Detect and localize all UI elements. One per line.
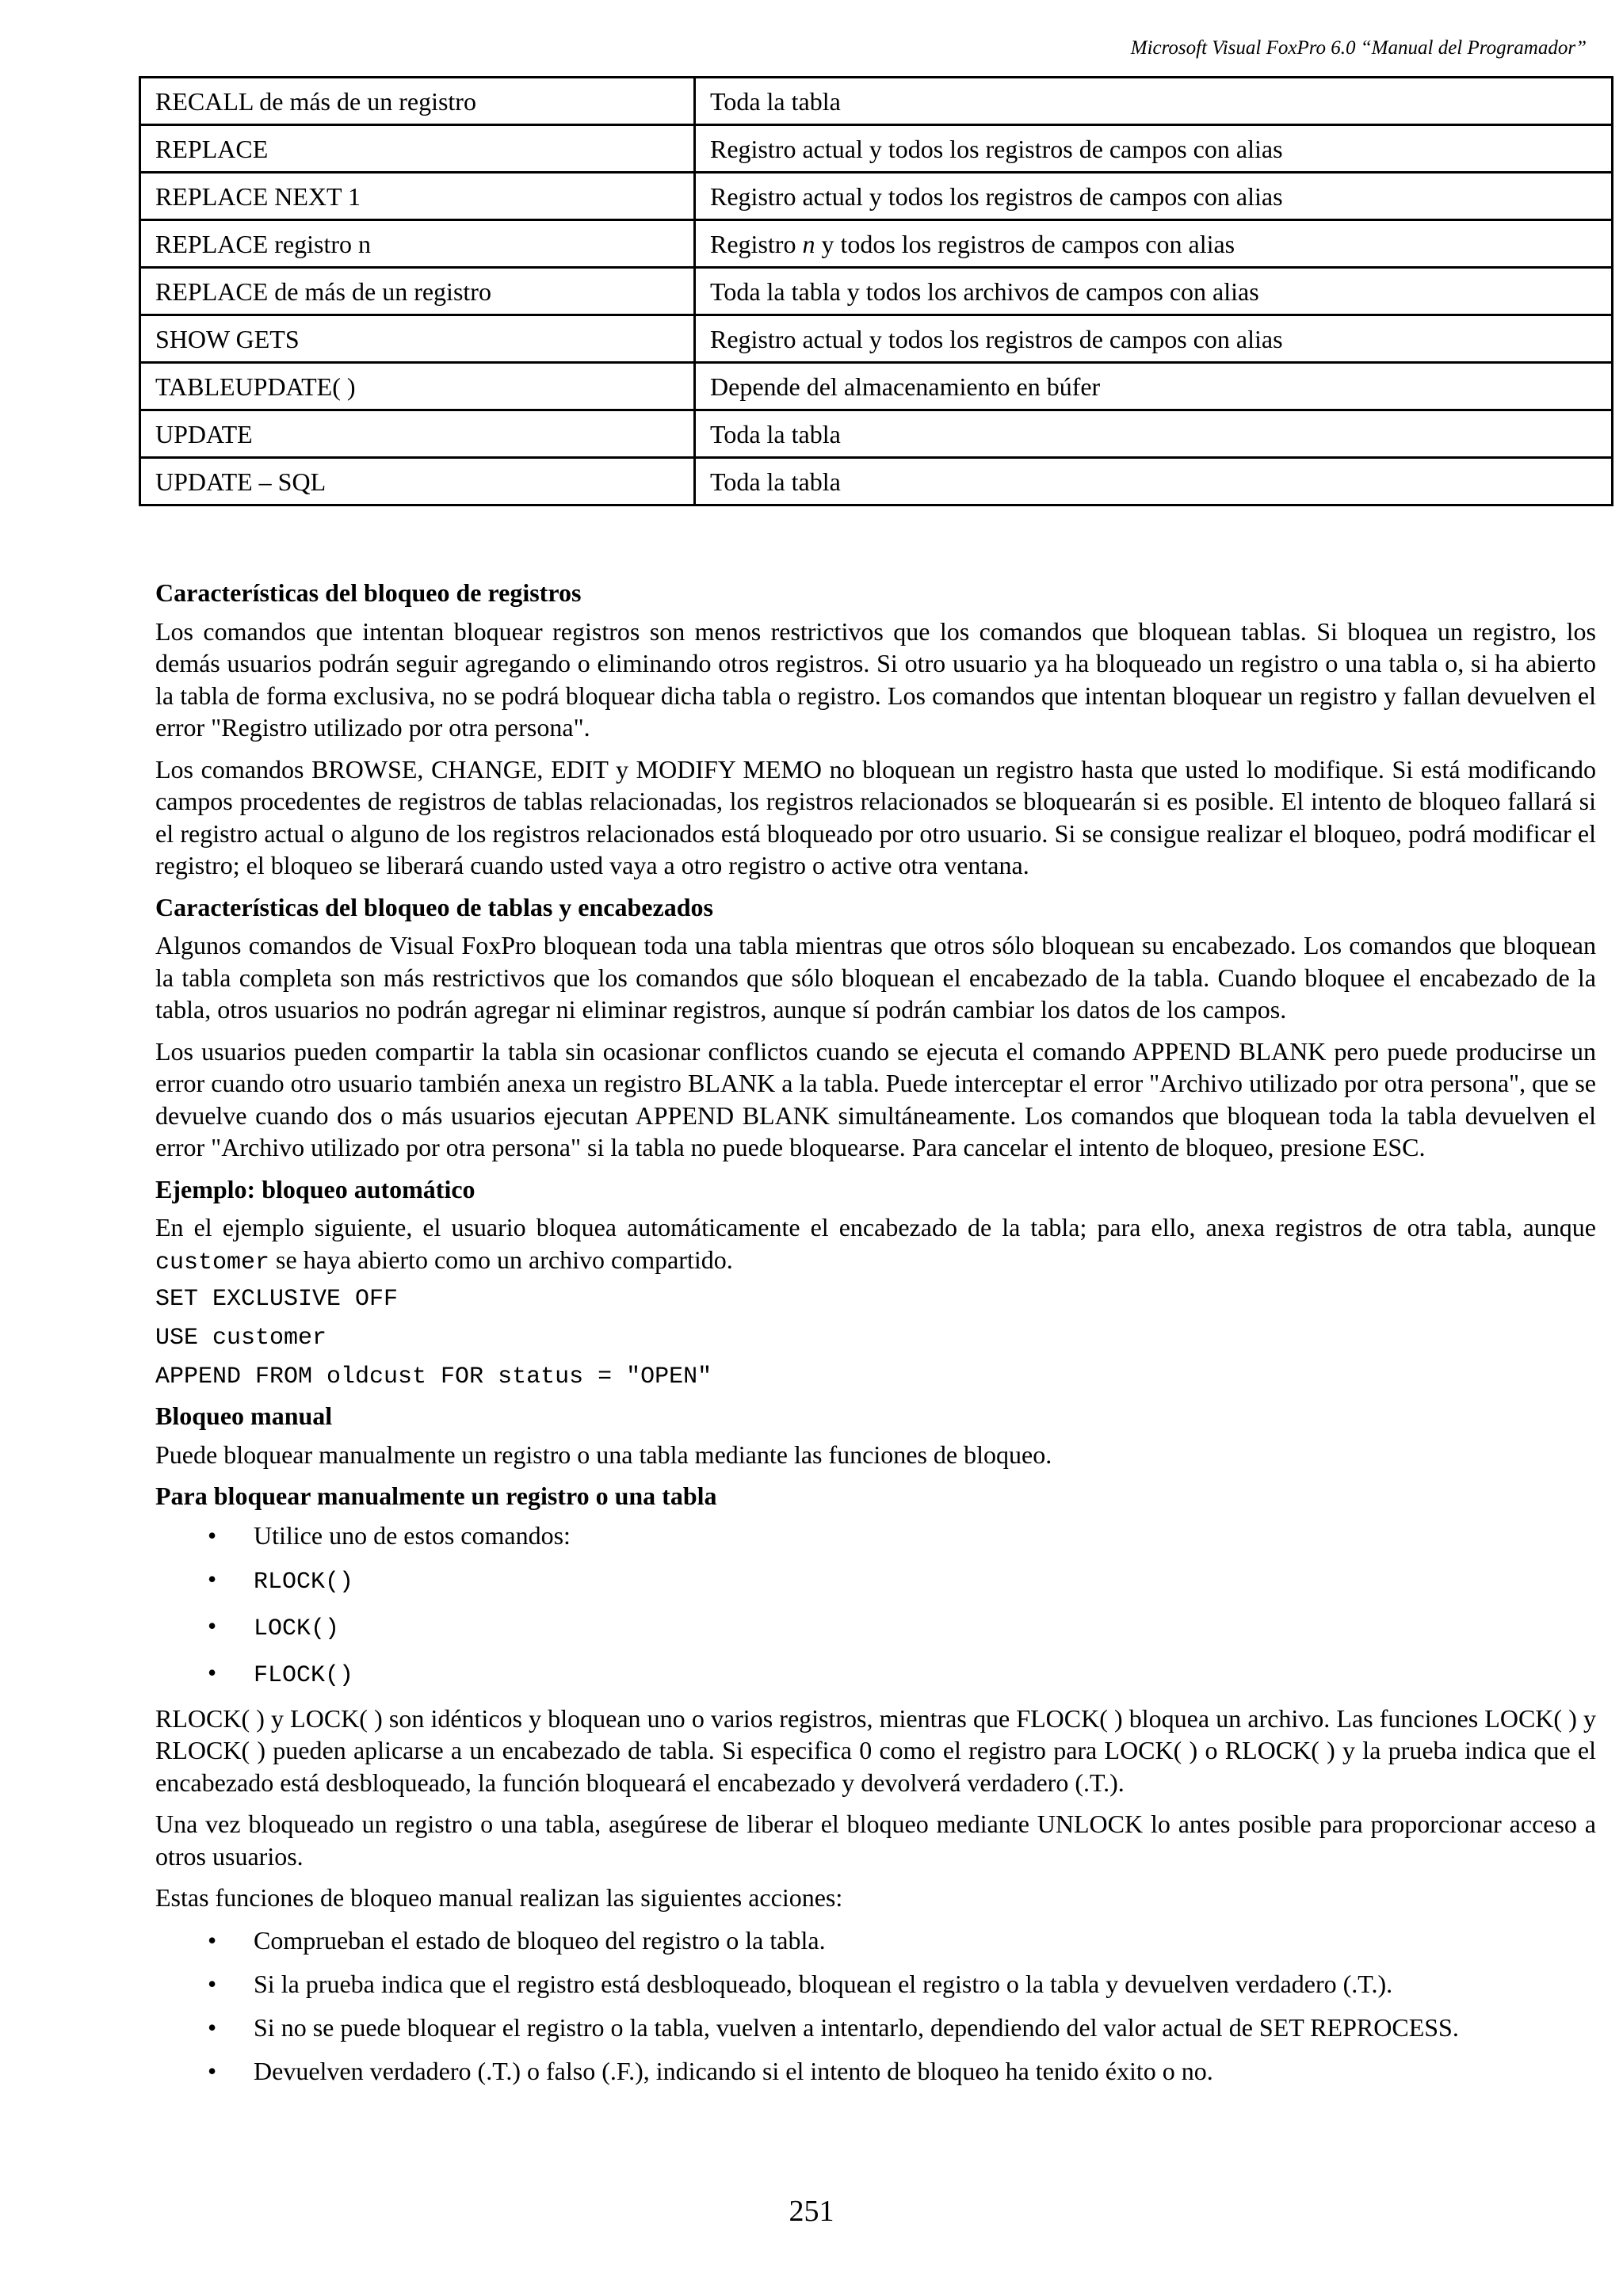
bullet-icon: • xyxy=(208,1969,217,1998)
table-row xyxy=(140,410,1613,458)
function-name: FLOCK() xyxy=(254,1661,354,1689)
list-item xyxy=(155,1967,1596,2000)
command-cell: UPDATE – SQL xyxy=(140,458,695,505)
list-item-text: Si la prueba indica que el registro está desbloqueado, bloquean el registro o la tabla y devuelven verdadero (.T.). xyxy=(254,1969,1393,1998)
table-row xyxy=(140,268,1613,315)
scope-italic-n: n xyxy=(802,229,815,258)
scope-cell: Toda la tabla y todos los archivos de campos con alias xyxy=(695,268,1613,315)
lock-functions-list xyxy=(155,1519,1596,1692)
bullet-icon: • xyxy=(208,2012,217,2042)
page-number: 251 xyxy=(789,2195,834,2228)
list-item-text: Comprueban el estado de bloqueo del registro o la tabla. xyxy=(254,1925,826,1955)
text-run: En el ejemplo siguiente, el usuario bloquea automáticamente el encabezado de la tabla; para ello, anexa registros de otra tabla, aunque xyxy=(155,1213,1596,1241)
running-header: Microsoft Visual FoxPro 6.0 “Manual del Programador” xyxy=(1130,37,1587,59)
scope-cell xyxy=(695,220,1613,268)
table-row xyxy=(140,173,1613,220)
paragraph: RLOCK( ) y LOCK( ) son idénticos y bloquean uno o varios registros, mientras que FLOCK( ) bloquea un archivo. Las funciones LOCK( ) y RLOCK( ) pueden aplicarse a un encabezado de tabla. Si especifica 0 como el registro para LOCK( ) o RLOCK( ) y la prueba indica que el encabezado está desbloqueado, la función bloqueará el encabezado y devolverá verdadero (.T.). xyxy=(155,1703,1596,1797)
heading-record-locking: Características del bloqueo de registros xyxy=(155,578,582,607)
code-block xyxy=(155,1280,1596,1397)
bullet-icon: • xyxy=(208,1925,217,1955)
scope-text: Registro xyxy=(710,229,803,258)
paragraph: Estas funciones de bloqueo manual realizan las siguientes acciones: xyxy=(155,1883,843,1912)
code-line: APPEND FROM oldcust FOR status = "OPEN" xyxy=(155,1363,712,1390)
scope-cell: Toda la tabla xyxy=(695,458,1613,505)
command-cell: REPLACE registro n xyxy=(140,220,695,268)
table-row xyxy=(140,363,1613,410)
paragraph: Los usuarios pueden compartir la tabla sin ocasionar conflictos cuando se ejecuta el comando APPEND BLANK pero puede producirse un error cuando otro usuario también anexa un registro BLANK a la tabla. Puede interceptar el error "Archivo utilizado por otra persona", que se devuelve cuando dos o más usuarios ejecutan APPEND BLANK simultáneamente. Los comandos que bloquean toda la tabla devuelven el error "Archivo utilizado por otra persona" si la tabla no puede bloquearse. Para cancelar el intento de bloqueo, presione ESC. xyxy=(155,1036,1596,1161)
actions-list xyxy=(155,1924,1596,2088)
scope-text: y todos los registros de campos con alias xyxy=(815,229,1235,258)
text-run: se haya abierto como un archivo compartido. xyxy=(269,1245,733,1274)
paragraph: Los comandos que intentan bloquear registros son menos restrictivos que los comandos que bloquean tablas. Si bloquea un registro, los demás usuarios podrán seguir agregando o eliminando otros registros. Si otro usuario ya ha bloqueado un registro o una tabla o, si ha abierto la tabla de forma exclusiva, no se podrá bloquear dicha tabla o registro. Los comandos que intentan bloquear un registro y fallan devuelven el error "Registro utilizado por otra persona". xyxy=(155,616,1596,742)
inline-code: customer xyxy=(155,1249,270,1276)
heading-how-to-lock: Para bloquear manualmente un registro o una tabla xyxy=(155,1482,717,1510)
command-cell: SHOW GETS xyxy=(140,315,695,363)
function-name: LOCK() xyxy=(254,1615,340,1642)
table-row xyxy=(140,125,1613,173)
scope-cell: Registro actual y todos los registros de campos con alias xyxy=(695,173,1613,220)
list-item-text: Devuelven verdadero (.T.) o falso (.F.), indicando si el intento de bloqueo ha tenido éxito o no. xyxy=(254,2056,1213,2085)
command-cell: REPLACE de más de un registro xyxy=(140,268,695,315)
scope-cell: Toda la tabla xyxy=(695,410,1613,458)
list-item xyxy=(155,1519,1596,1552)
command-cell: TABLEUPDATE( ) xyxy=(140,363,695,410)
heading-auto-example: Ejemplo: bloqueo automático xyxy=(155,1174,475,1203)
body-content xyxy=(155,577,1596,2098)
command-cell: REPLACE xyxy=(140,125,695,173)
command-cell: RECALL de más de un registro xyxy=(140,78,695,125)
table-row xyxy=(140,78,1613,125)
scope-cell: Registro actual y todos los registros de campos con alias xyxy=(695,315,1613,363)
scope-cell: Toda la tabla xyxy=(695,78,1613,125)
paragraph: Algunos comandos de Visual FoxPro bloquean toda una tabla mientras que otros sólo bloquean su encabezado. Los comandos que bloquean la tabla completa son más restrictivos que los comandos que sólo bloquean el encabezado de la tabla. Cuando bloquee el encabezado de la tabla, otros usuarios no podrán agregar ni eliminar registros, aunque sí podrán cambiar los datos de los campos. xyxy=(155,931,1596,1024)
list-item xyxy=(155,1924,1596,1957)
code-line: USE customer xyxy=(155,1325,327,1352)
paragraph: Los comandos BROWSE, CHANGE, EDIT y MODIFY MEMO no bloquean un registro hasta que usted lo modifique. Si está modificando campos procedentes de registros de tablas relacionadas, los registros relacionados se bloquearán si es posible. El intento de bloqueo fallará si el registro actual o alguno de los registros relacionados está bloqueado por otro usuario. Si se consigue realizar el bloqueo, podrá modificar el registro; el bloqueo se liberará cuando usted vaya a otro registro o active otra ventana. xyxy=(155,754,1596,879)
heading-table-locking: Características del bloqueo de tablas y encabezados xyxy=(155,892,713,921)
list-item xyxy=(155,1562,1596,1599)
command-cell: REPLACE NEXT 1 xyxy=(140,173,695,220)
heading-manual-locking: Bloqueo manual xyxy=(155,1402,333,1430)
paragraph xyxy=(155,1211,1596,1279)
list-item xyxy=(155,2011,1596,2044)
code-line: SET EXCLUSIVE OFF xyxy=(155,1286,399,1313)
list-item-text: Utilice uno de estos comandos: xyxy=(254,1520,571,1550)
list-item-text: Si no se puede bloquear el registro o la tabla, vuelven a intentarlo, dependiendo del valor actual de SET REPROCESS. xyxy=(254,2012,1459,2042)
bullet-icon: • xyxy=(208,1564,217,1593)
list-item xyxy=(155,1656,1596,1692)
command-scope-table xyxy=(139,76,1613,506)
bullet-icon: • xyxy=(208,1611,217,1640)
paragraph: Puede bloquear manualmente un registro o una tabla mediante las funciones de bloqueo. xyxy=(155,1440,1052,1469)
bullet-icon: • xyxy=(208,1657,217,1687)
list-item xyxy=(155,2054,1596,2088)
list-item xyxy=(155,1609,1596,1646)
bullet-icon: • xyxy=(208,1520,217,1550)
bullet-icon: • xyxy=(208,2056,217,2085)
table-row xyxy=(140,220,1613,268)
table-row xyxy=(140,458,1613,505)
paragraph: Una vez bloqueado un registro o una tabla, asegúrese de liberar el bloqueo mediante UNLOCK lo antes posible para proporcionar acceso a otros usuarios. xyxy=(155,1810,1596,1871)
command-cell: UPDATE xyxy=(140,410,695,458)
table-row xyxy=(140,315,1613,363)
function-name: RLOCK() xyxy=(254,1568,354,1596)
scope-cell: Depende del almacenamiento en búfer xyxy=(695,363,1613,410)
scope-cell: Registro actual y todos los registros de campos con alias xyxy=(695,125,1613,173)
